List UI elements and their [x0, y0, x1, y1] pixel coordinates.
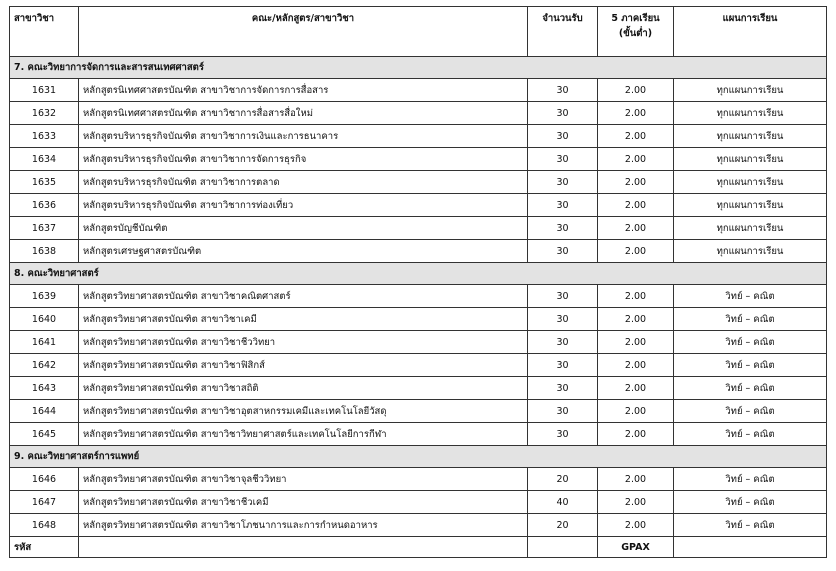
footer-code: รหัส — [10, 537, 79, 558]
cell-code: 1639 — [10, 285, 79, 308]
cell-gpa: 2.00 — [598, 79, 674, 102]
table-row — [10, 400, 827, 423]
cell-seats: 20 — [528, 514, 598, 537]
cell-gpa: 2.00 — [598, 102, 674, 125]
table-row — [10, 331, 827, 354]
cell-gpa: 2.00 — [598, 308, 674, 331]
cell-seats: 40 — [528, 491, 598, 514]
cell-name: หลักสูตรวิทยาศาสตรบัณฑิต สาขาวิชาชีวเคมี — [79, 491, 528, 514]
cell-code: 1643 — [10, 377, 79, 400]
cell-code: 1640 — [10, 308, 79, 331]
cell-seats: 30 — [528, 171, 598, 194]
cell-plan: ทุกแผนการเรียน — [674, 240, 827, 263]
table-row — [10, 148, 827, 171]
cell-gpa: 2.00 — [598, 354, 674, 377]
cell-seats: 30 — [528, 285, 598, 308]
table-row — [10, 308, 827, 331]
cell-name: หลักสูตรบัญชีบัณฑิต — [79, 217, 528, 240]
cell-plan: วิทย์ – คณิต — [674, 468, 827, 491]
cell-seats: 30 — [528, 240, 598, 263]
table-body — [10, 57, 827, 537]
table-row — [10, 125, 827, 148]
cell-gpa: 2.00 — [598, 514, 674, 537]
table-row — [10, 171, 827, 194]
cell-seats: 30 — [528, 125, 598, 148]
cell-name: หลักสูตรนิเทศศาสตรบัณฑิต สาขาวิชาการสื่อสารสื่อใหม่ — [79, 102, 528, 125]
cell-plan: ทุกแผนการเรียน — [674, 79, 827, 102]
cell-seats: 20 — [528, 468, 598, 491]
cell-gpa: 2.00 — [598, 285, 674, 308]
cell-code: 1631 — [10, 79, 79, 102]
cell-seats: 30 — [528, 354, 598, 377]
cell-code: 1646 — [10, 468, 79, 491]
cell-gpa: 2.00 — [598, 400, 674, 423]
header-code: สาขาวิชา — [10, 7, 79, 57]
cell-name: หลักสูตรวิทยาศาสตรบัณฑิต สาขาวิชาฟิสิกส์ — [79, 354, 528, 377]
cell-name: หลักสูตรวิทยาศาสตรบัณฑิต สาขาวิชาจุลชีววิทยา — [79, 468, 528, 491]
section-title: 9. คณะวิทยาศาสตร์การแพทย์ — [10, 446, 827, 468]
cell-gpa: 2.00 — [598, 148, 674, 171]
cell-seats: 30 — [528, 423, 598, 446]
cell-code: 1636 — [10, 194, 79, 217]
cell-seats: 30 — [528, 102, 598, 125]
cell-code: 1648 — [10, 514, 79, 537]
cell-plan: วิทย์ – คณิต — [674, 308, 827, 331]
cell-plan: ทุกแผนการเรียน — [674, 217, 827, 240]
cell-code: 1637 — [10, 217, 79, 240]
cell-name: หลักสูตรบริหารธุรกิจบัณฑิต สาขาวิชาการเงินและการธนาคาร — [79, 125, 528, 148]
cell-plan: วิทย์ – คณิต — [674, 354, 827, 377]
cell-code: 1634 — [10, 148, 79, 171]
cell-name: หลักสูตรบริหารธุรกิจบัณฑิต สาขาวิชาการท่องเที่ยว — [79, 194, 528, 217]
cell-name: หลักสูตรวิทยาศาสตรบัณฑิต สาขาวิชาชีววิทยา — [79, 331, 528, 354]
cell-gpa: 2.00 — [598, 240, 674, 263]
cell-code: 1641 — [10, 331, 79, 354]
section-title: 7. คณะวิทยาการจัดการและสารสนเทศศาสตร์ — [10, 57, 827, 79]
cell-seats: 30 — [528, 194, 598, 217]
section-row — [10, 263, 827, 285]
table-row — [10, 217, 827, 240]
table-row — [10, 285, 827, 308]
cell-plan: วิทย์ – คณิต — [674, 285, 827, 308]
cell-gpa: 2.00 — [598, 491, 674, 514]
cell-name: หลักสูตรวิทยาศาสตรบัณฑิต สาขาวิชาอุตสาหกรรมเคมีและเทคโนโลยีวัสดุ — [79, 400, 528, 423]
footer-empty-seats — [528, 537, 598, 558]
cell-gpa: 2.00 — [598, 423, 674, 446]
cell-seats: 30 — [528, 308, 598, 331]
section-row — [10, 446, 827, 468]
cell-code: 1644 — [10, 400, 79, 423]
cell-seats: 30 — [528, 377, 598, 400]
section-row — [10, 57, 827, 79]
cell-name: หลักสูตรบริหารธุรกิจบัณฑิต สาขาวิชาการจัดการธุรกิจ — [79, 148, 528, 171]
cell-gpa: 2.00 — [598, 194, 674, 217]
table-row — [10, 491, 827, 514]
header-seats: จำนวนรับ — [528, 7, 598, 57]
cell-name: หลักสูตรบริหารธุรกิจบัณฑิต สาขาวิชาการตลาด — [79, 171, 528, 194]
cell-code: 1642 — [10, 354, 79, 377]
cell-name: หลักสูตรวิทยาศาสตรบัณฑิต สาขาวิชาโภชนาการและการกำหนดอาหาร — [79, 514, 528, 537]
table-row — [10, 79, 827, 102]
cell-plan: วิทย์ – คณิต — [674, 491, 827, 514]
cell-gpa: 2.00 — [598, 171, 674, 194]
cell-name: หลักสูตรวิทยาศาสตรบัณฑิต สาขาวิชาสถิติ — [79, 377, 528, 400]
cell-plan: วิทย์ – คณิต — [674, 423, 827, 446]
cell-gpa: 2.00 — [598, 468, 674, 491]
table-row — [10, 240, 827, 263]
cell-name: หลักสูตรวิทยาศาสตรบัณฑิต สาขาวิชาวิทยาศาสตร์และเทคโนโลยีการกีฬา — [79, 423, 528, 446]
table-row — [10, 377, 827, 400]
cell-code: 1645 — [10, 423, 79, 446]
cell-gpa: 2.00 — [598, 217, 674, 240]
cell-code: 1647 — [10, 491, 79, 514]
cell-gpa: 2.00 — [598, 377, 674, 400]
table-row — [10, 514, 827, 537]
cell-plan: ทุกแผนการเรียน — [674, 102, 827, 125]
cell-name: หลักสูตรเศรษฐศาสตรบัณฑิต — [79, 240, 528, 263]
cell-plan: วิทย์ – คณิต — [674, 514, 827, 537]
footer-empty-plan — [674, 537, 827, 558]
footer-empty-name — [79, 537, 528, 558]
cell-seats: 30 — [528, 79, 598, 102]
footer-row — [10, 537, 827, 558]
cell-code: 1635 — [10, 171, 79, 194]
cell-seats: 30 — [528, 217, 598, 240]
header-plan: แผนการเรียน — [674, 7, 827, 57]
header-name: คณะ/หลักสูตร/สาขาวิชา — [79, 7, 528, 57]
cell-gpa: 2.00 — [598, 331, 674, 354]
section-title: 8. คณะวิทยาศาสตร์ — [10, 263, 827, 285]
cell-plan: วิทย์ – คณิต — [674, 377, 827, 400]
header-gpa-line1: 5 ภาคเรียน — [611, 13, 660, 24]
table-row — [10, 194, 827, 217]
table-row — [10, 423, 827, 446]
cell-name: หลักสูตรวิทยาศาสตรบัณฑิต สาขาวิชาคณิตศาสตร์ — [79, 285, 528, 308]
cell-plan: ทุกแผนการเรียน — [674, 125, 827, 148]
cell-plan: ทุกแผนการเรียน — [674, 194, 827, 217]
cell-seats: 30 — [528, 400, 598, 423]
cell-gpa: 2.00 — [598, 125, 674, 148]
cell-name: หลักสูตรนิเทศศาสตรบัณฑิต สาขาวิชาการจัดการการสื่อสาร — [79, 79, 528, 102]
table-row — [10, 468, 827, 491]
footer-gpa: GPAX — [598, 537, 674, 558]
cell-code: 1638 — [10, 240, 79, 263]
table-row — [10, 354, 827, 377]
header-row — [10, 7, 827, 57]
cell-plan: วิทย์ – คณิต — [674, 331, 827, 354]
cell-code: 1633 — [10, 125, 79, 148]
cell-seats: 30 — [528, 331, 598, 354]
cell-plan: ทุกแผนการเรียน — [674, 148, 827, 171]
cell-name: หลักสูตรวิทยาศาสตรบัณฑิต สาขาวิชาเคมี — [79, 308, 528, 331]
table-row — [10, 102, 827, 125]
cell-seats: 30 — [528, 148, 598, 171]
cell-code: 1632 — [10, 102, 79, 125]
cell-plan: วิทย์ – คณิต — [674, 400, 827, 423]
cell-plan: ทุกแผนการเรียน — [674, 171, 827, 194]
header-gpa-line2: (ขั้นต่ำ) — [618, 28, 653, 39]
header-gpa — [598, 7, 674, 57]
admission-table — [9, 6, 827, 558]
